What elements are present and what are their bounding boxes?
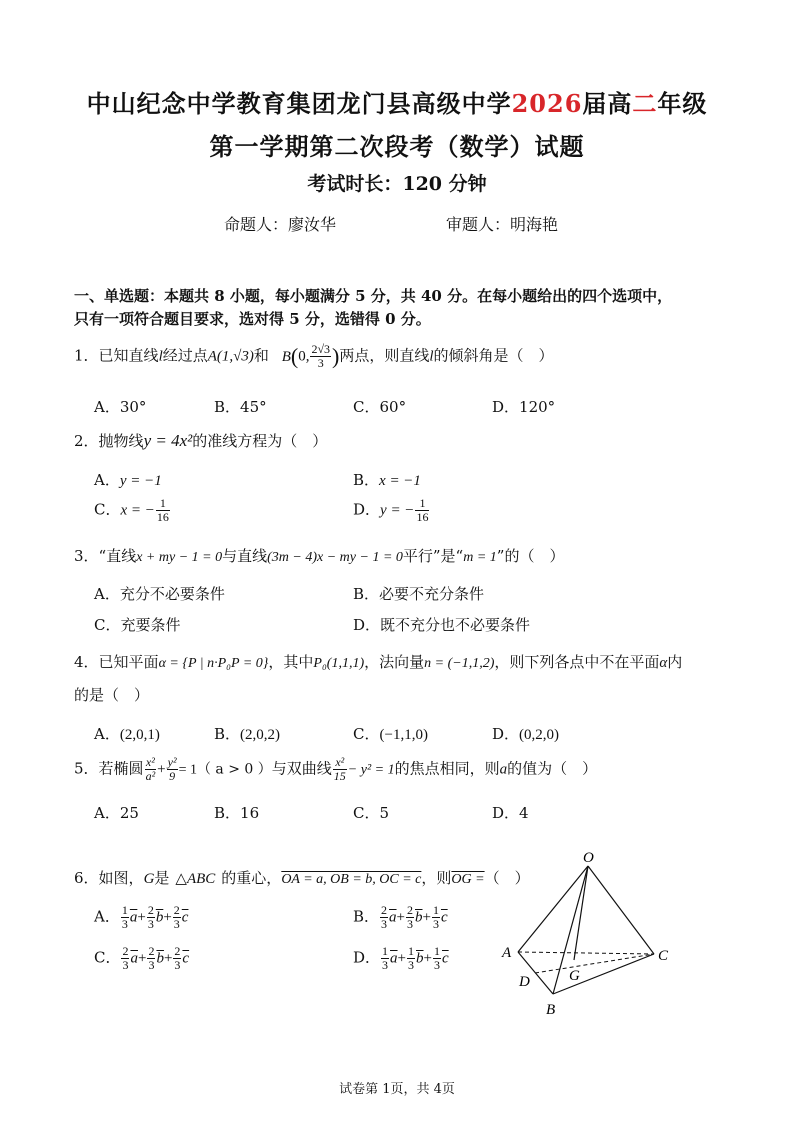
q3-option-d[interactable]: D．既不充分也不必要条件 [353, 616, 531, 634]
section-instructions-line1: 一、单选题：本题共 8 小题，每小题满分 5 分，共 40 分。在每小题给出的四个选项中， [74, 287, 673, 305]
math-vector: n = (−1,1,2) [424, 656, 495, 671]
option-label: D． [492, 725, 520, 743]
math-vector: $\overline{b}$ [156, 950, 164, 967]
math-vector: $\overline{a}$ [130, 950, 138, 967]
frac-den: 3 [148, 958, 155, 972]
option-label: C． [353, 725, 380, 743]
question-text: 经过点 [162, 346, 208, 365]
math-op: + [157, 761, 166, 778]
frac-den: 3 [174, 958, 181, 972]
math-op: + [423, 950, 432, 967]
exam-duration: 考试时长：120 分钟 [307, 173, 487, 195]
q4-option-b[interactable] [214, 723, 280, 744]
question-text: ，法向量 [364, 653, 425, 671]
math-eq: x + my − 1 = 0 [136, 550, 223, 565]
math-point: A(1,√3) [207, 348, 254, 365]
title-year: 2026 [511, 89, 583, 118]
q6-option-a[interactable] [94, 904, 188, 931]
frac-den: 3 [382, 958, 389, 972]
question-text: 的准线方程为（ ） [192, 432, 328, 450]
frac-den: 3 [121, 917, 128, 931]
title-line-1 [0, 84, 794, 119]
question-text: 与双曲线 [271, 759, 332, 778]
fraction [156, 497, 170, 524]
q4-option-c[interactable] [353, 723, 428, 744]
fraction [432, 904, 440, 931]
frac-num: 1 [415, 497, 429, 511]
option-label: B． [353, 471, 380, 489]
label-o: O [583, 850, 594, 866]
math-eq: − y² = 1 [347, 762, 395, 778]
q3-option-a[interactable]: A．充分不必要条件 [94, 585, 225, 603]
option-label: D． [353, 500, 381, 519]
question-number: 6． [74, 869, 99, 887]
fraction [433, 945, 441, 972]
question-text: 如图， [98, 869, 144, 887]
math-vector: $\overline{b}$ [415, 909, 423, 926]
fraction [121, 904, 129, 931]
math-op: + [137, 909, 146, 926]
math-var: G [143, 871, 155, 887]
fraction [173, 945, 181, 972]
q2-option-c[interactable] [94, 497, 171, 524]
q4-option-a[interactable] [94, 723, 160, 744]
frac-num: y² [167, 755, 177, 769]
math-vector: $\overline{c}$ [182, 950, 190, 967]
question-text: 已知平面 [98, 653, 159, 671]
frac-num: 1 [382, 944, 389, 958]
fraction [145, 756, 157, 783]
frac-num: 2 [381, 903, 388, 917]
frac-num: 2 [174, 944, 181, 958]
question-text: 和 [253, 346, 269, 365]
frac-den: 3 [173, 917, 180, 931]
math-vector: $\overline{c}$ [440, 909, 448, 926]
math-vector: $\overline{b}$ [155, 909, 164, 926]
question-text: 内 [667, 653, 683, 671]
frac-den: 3 [122, 958, 129, 972]
question-number: 5． [74, 759, 99, 778]
q6-option-c[interactable] [94, 945, 189, 972]
option-value: x = −1 [379, 473, 421, 489]
fraction [381, 945, 389, 972]
option-label: B． [353, 907, 380, 926]
label-b: B [546, 1002, 556, 1018]
question-number: 4． [74, 653, 99, 671]
page-footer: 试卷第 1页，共 4页 [339, 1082, 455, 1097]
math-eq: m = 1 [463, 550, 497, 565]
math-vectors: OA = a, OB = b, OC = c [281, 872, 422, 887]
fraction [121, 945, 129, 972]
question-text: ”的（ ） [496, 547, 565, 565]
option-label: A． [94, 725, 120, 743]
question-text: ，其中 [268, 653, 314, 671]
frac-num: 2 [407, 903, 413, 917]
question-text: 的倾斜角是（ ） [433, 346, 554, 365]
frac-den: 3 [147, 917, 154, 931]
fraction [406, 904, 414, 931]
edge-oc [588, 866, 654, 954]
frac-num: 2 [173, 903, 180, 917]
frac-num: x² [145, 755, 155, 769]
math-var: a [499, 761, 508, 778]
math-var: α [659, 655, 668, 671]
option-value: y = − [380, 502, 415, 519]
fraction [407, 945, 415, 972]
fraction [380, 904, 388, 931]
math-var: l [429, 348, 434, 365]
frac-den: 16 [156, 510, 169, 524]
math-point-label: B [281, 348, 291, 365]
fraction [310, 343, 331, 370]
frac-num: 1 [156, 497, 170, 511]
math-triangle: △ABC [175, 871, 216, 887]
title-part: 年级 [657, 89, 708, 118]
question-2 [74, 430, 327, 451]
option-value: y = −1 [119, 473, 162, 489]
frac-num: 1 [121, 903, 128, 917]
q3-option-b[interactable]: B．必要不充分条件 [353, 585, 485, 603]
math-vector: $\overline{c}$ [181, 909, 189, 926]
math-op: + [137, 950, 147, 967]
title-line-2: 第一学期第二次段考（数学）试题 [209, 132, 585, 161]
title-part: 中山纪念中学教育集团龙门县高级中学 [86, 89, 512, 118]
math-vector: $\overline{b}$ [416, 950, 424, 967]
question-1: 1．已知直线l经过点A(1,√3)和 B(0, $\frac{2√3}{3}$ )两点，则直线l的倾斜角是（ ） [74, 342, 554, 370]
frac-den: 3 [408, 958, 414, 972]
question-text: 平行”是“ [402, 547, 464, 565]
question-text: 抛物线 [98, 432, 144, 450]
question-text: （ ） [484, 869, 530, 887]
math-eq: (3m − 4)x − my − 1 = 0 [267, 550, 403, 565]
math-eq: y = 4x² [143, 431, 193, 450]
option-label: C． [94, 948, 121, 967]
fraction [167, 756, 178, 783]
question-text: 若椭圆 [98, 759, 144, 778]
math-set: α = {P | n·P₀P = 0} [158, 656, 269, 671]
option-label: C． [94, 500, 121, 519]
q1-option-a[interactable]: A．30° [94, 398, 147, 416]
question-text: ，则下列各点中不在平面 [494, 653, 660, 671]
math-cond: （ a > 0 ） [196, 761, 272, 778]
frac-den: 16 [416, 510, 429, 524]
frac-num: 1 [433, 944, 440, 958]
math-coord: 0, [298, 348, 310, 365]
math-vector: $\overline{a}$ [390, 950, 398, 967]
option-label: D． [353, 948, 381, 967]
q4-option-d[interactable] [492, 723, 559, 744]
math-vector: $\overline{a}$ [389, 909, 397, 926]
fraction [147, 904, 155, 931]
frac-den: 3 [407, 917, 413, 931]
q2-option-b[interactable] [353, 469, 421, 490]
edge-ac [518, 952, 654, 954]
label-a: A [502, 945, 512, 961]
question-text: ，则 [421, 869, 452, 887]
math-vector: $\overline{c}$ [441, 950, 449, 967]
q3-option-c[interactable]: C．充要条件 [94, 616, 181, 634]
q5-option-b[interactable]: B．16 [214, 804, 260, 822]
option-value: x = − [120, 502, 155, 519]
median-cd [535, 954, 654, 973]
q6-option-b[interactable] [353, 904, 448, 931]
option-value: (−1,1,0) [379, 727, 428, 743]
tetrahedron-figure [496, 848, 686, 1018]
frac-den: 9 [169, 769, 176, 783]
option-label: A． [94, 907, 120, 926]
q5-option-c[interactable]: C．5 [353, 804, 390, 822]
question-text: 是 [154, 869, 170, 887]
math-vector: $\overline{a}$ [129, 909, 138, 926]
option-label: A． [94, 471, 120, 489]
q1-option-c[interactable]: C．60° [353, 398, 407, 416]
frac-den: 15 [333, 769, 346, 783]
frac-den: 3 [432, 917, 439, 931]
option-label: B． [214, 725, 241, 743]
question-3 [74, 545, 564, 566]
title-grade: 二 [632, 89, 658, 118]
frac-num: 2 [147, 903, 154, 917]
math-vector: OG = [451, 872, 485, 887]
question-6 [74, 867, 530, 888]
math-op: + [396, 909, 405, 926]
math-point: P₀(1,1,1) [313, 656, 365, 671]
question-text: 与直线 [222, 547, 268, 565]
label-g: G [569, 968, 580, 984]
question-text: 的重心， [221, 869, 282, 887]
question-5 [74, 756, 597, 783]
question-number: 2． [74, 432, 99, 450]
label-c: C [658, 948, 669, 964]
label-d: D [519, 974, 530, 990]
question-number: 3． [74, 547, 99, 565]
option-value: (0,2,0) [519, 727, 560, 743]
section-instructions-line2: 只有一项符合题目要求，选对得 5 分，选错得 0 分。 [74, 310, 431, 328]
q2-option-a[interactable] [94, 469, 162, 490]
frac-num: 2√3 [311, 342, 331, 356]
option-value: (2,0,1) [119, 727, 160, 743]
q2-option-d[interactable] [353, 497, 430, 524]
math-op: + [163, 950, 173, 967]
frac-den: a² [145, 769, 156, 783]
question-text: 的值为（ ） [507, 759, 598, 778]
fraction [333, 756, 347, 783]
q6-option-d[interactable] [353, 945, 449, 972]
question-number: 1． [74, 346, 99, 365]
option-value: (2,0,2) [240, 727, 281, 743]
fraction [173, 904, 181, 931]
question-text: 已知直线 [98, 346, 159, 365]
math-op: + [422, 909, 431, 926]
frac-num: 1 [408, 944, 414, 958]
math-var: l [158, 348, 163, 365]
frac-den: 3 [381, 917, 388, 931]
question-text: 的焦点相同，则 [394, 759, 500, 778]
q1-option-d[interactable]: D．120° [492, 398, 556, 416]
question-4 [74, 651, 682, 672]
fraction [147, 945, 155, 972]
math-op: + [163, 909, 172, 926]
frac-num: 1 [432, 903, 439, 917]
title-part: 届高 [582, 89, 633, 118]
question-text: 两点，则直线 [339, 346, 430, 365]
q5-option-a[interactable]: A．25 [94, 804, 139, 822]
question-text: “直线 [98, 547, 137, 565]
fraction [415, 497, 429, 524]
frac-num: 2 [148, 944, 155, 958]
math-op: + [397, 950, 406, 967]
q1-option-b[interactable]: B．45° [214, 398, 267, 416]
q5-option-d[interactable]: D．4 [492, 804, 529, 822]
frac-den: 3 [317, 356, 324, 370]
question-4-line2: 的是（ ） [74, 686, 150, 704]
math-op: = 1 [178, 762, 197, 778]
frac-den: 3 [433, 958, 440, 972]
exam-author: 命题人：廖汝华 [224, 215, 337, 234]
exam-reviewer: 审题人：明海艳 [446, 215, 559, 234]
frac-num: x² [333, 756, 347, 770]
frac-num: 2 [122, 944, 129, 958]
